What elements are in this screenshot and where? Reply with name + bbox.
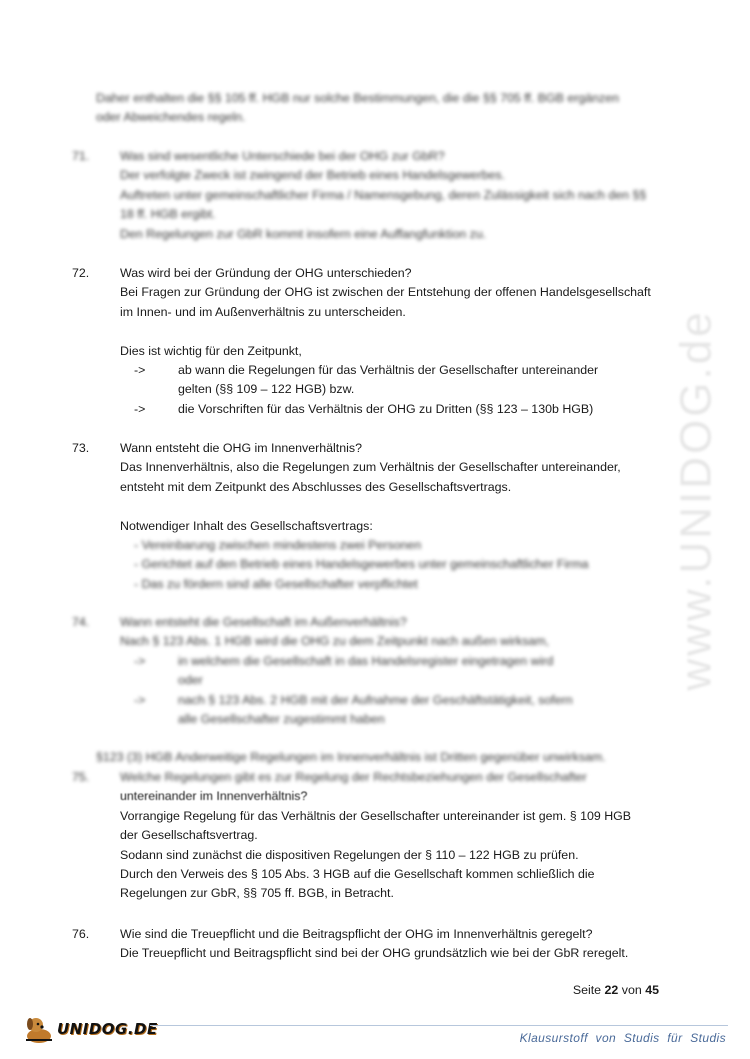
intro-line: oder Abweichendes regeln. — [96, 110, 246, 125]
question-text: Welche Regelungen gibt es zur Regelung der Rechtsbeziehungen der Gesellschafter — [120, 770, 587, 784]
answer-line: Nach § 123 Abs. 1 HGB wird die OHG zu dem Zeitpunkt nach außen wirksam, — [120, 634, 550, 649]
question-number: 71. — [72, 149, 90, 163]
question-text: Wann entsteht die OHG im Innenverhältnis? — [120, 441, 362, 455]
answer-line: Auftreten unter gemeinschaftlicher Firma / Namensgebung, deren Zulässigkeit sich nach den §§ — [120, 187, 647, 202]
arrow-marker: -> — [134, 401, 146, 416]
answer-line: Bei Fragen zur Gründung der OHG ist zwischen der Entstehung der offenen Handelsgesellschaft — [120, 285, 651, 300]
arrow-item-text: oder — [178, 673, 203, 688]
page-prefix: Seite — [572, 983, 602, 997]
answer-line: entsteht mit dem Zeitpunkt des Abschlusses des Gesellschaftsvertrags. — [120, 479, 512, 494]
arrow-item-text: ab wann die Regelungen für das Verhältnis der Gesellschafter untereinander gelten (§§ 109 – 122 HGB) bzw. — [178, 363, 599, 397]
footer-tagline: Klausurstoff von Studis für Studis — [519, 1031, 726, 1045]
list-item: - Gerichtet auf den Betrieb eines Handelsgewerbes unter gemeinschaftlicher Firma — [134, 557, 589, 572]
answer-line: Durch den Verweis des § 105 Abs. 3 HGB auf die Gesellschaft kommen schließlich die — [120, 867, 595, 882]
answer-line: Den Regelungen zur GbR kommt insofern eine Auffangfunktion zu. — [120, 226, 487, 241]
question-number: 73. — [72, 441, 90, 455]
unidog-logo — [22, 1012, 158, 1048]
list-item: - Vereinbarung zwischen mindestens zwei Personen — [134, 538, 422, 553]
watermark-text: www.UNIDOG.de — [671, 309, 721, 691]
blurred-bullets — [96, 536, 671, 594]
watermark — [672, 265, 720, 735]
question-74 — [72, 613, 671, 768]
dog-icon — [22, 1012, 56, 1046]
page-current: 22 — [604, 983, 619, 997]
question-75 — [72, 768, 671, 904]
arrow-item-text: nach § 123 Abs. 2 HGB mit der Aufnahme der Geschäftstätigkeit, sofern alle Gesellschafter zugestimmt haben — [178, 692, 573, 727]
question-73 — [72, 439, 671, 594]
logo-text: UNIDOG.DE — [57, 1020, 158, 1038]
intro-line: Daher enthalten die §§ 105 ff. HGB nur solche Bestimmungen, die die §§ 705 ff. BGB ergänzen — [96, 91, 620, 105]
answer-line: Notwendiger Inhalt des Gesellschaftsvertrags: — [120, 518, 373, 533]
page-total: 45 — [645, 983, 659, 997]
arrow-item — [96, 652, 671, 691]
answer-line: Das Innenverhältnis, also die Regelungen zum Verhältnis der Gesellschafter untereinander, — [120, 460, 621, 475]
question-number: 74. — [72, 615, 90, 629]
question-number: 75. — [72, 770, 90, 784]
intro-paragraph — [96, 89, 671, 128]
arrow-item — [96, 691, 671, 730]
question-text: Wie sind die Treuepflicht und die Beitragspflicht der OHG im Innenverhältnis geregelt? — [120, 927, 593, 941]
question-text: Was wird bei der Gründung der OHG unterschieden? — [120, 266, 412, 280]
question-number: 76. — [72, 927, 90, 941]
answer-line: Sodann sind zunächst die dispositiven Regelungen der § 110 – 122 HGB zu prüfen. — [120, 847, 579, 862]
arrow-item — [96, 400, 671, 419]
question-71 — [72, 147, 671, 244]
arrow-item-text: die Vorschriften für das Verhältnis der OHG zu Dritten (§§ 123 – 130b HGB) — [178, 401, 594, 416]
arrow-item — [96, 361, 671, 400]
arrow-marker: -> — [134, 653, 146, 668]
question-text-continued: untereinander im Innenverhältnis? — [120, 789, 308, 804]
question-76 — [72, 925, 671, 964]
question-72 — [72, 264, 671, 419]
answer-line: Die Treuepflicht und Beitragspflicht sind bei der OHG grundsätzlich wie bei der GbR reregelt. — [120, 946, 629, 961]
answer-line: Dies ist wichtig für den Zeitpunkt, — [120, 343, 302, 358]
question-text: Wann entsteht die Gesellschaft im Außenverhältnis? — [120, 615, 407, 629]
arrow-marker: -> — [134, 363, 146, 378]
answer-line: Regelungen zur GbR, §§ 705 ff. BGB, in Betracht. — [120, 886, 394, 901]
list-item: - Das zu fördern sind alle Gesellschafter verpflichtet — [134, 576, 418, 591]
arrow-item-text: in welchem die Gesellschaft in das Handelsregister eingetragen wird — [178, 653, 554, 668]
question-text: Was sind wesentliche Unterschiede bei der OHG zur GbR? — [120, 149, 445, 163]
answer-line: 18 ff. HGB ergibt. — [120, 207, 216, 222]
answer-line: der Gesellschaftsvertrag. — [120, 828, 258, 843]
answer-line: im Innen- und im Außenverhältnis zu unterscheiden. — [120, 304, 406, 319]
page-separator: von — [621, 983, 642, 997]
question-number: 72. — [72, 266, 90, 280]
note-line: §123 (3) HGB Anderweitige Regelungen im Innenverhältnis ist Dritten gegenüber unwirksam. — [96, 750, 606, 765]
arrow-marker: -> — [134, 692, 146, 707]
answer-line: Der verfolgte Zweck ist zwingend der Betrieb eines Handelsgewerbes. — [120, 168, 505, 183]
footer-divider — [150, 1025, 728, 1026]
answer-line: Vorrangige Regelung für das Verhältnis der Gesellschafter untereinander ist gem. § 109 HGB — [120, 808, 632, 823]
page-number — [573, 981, 659, 1000]
